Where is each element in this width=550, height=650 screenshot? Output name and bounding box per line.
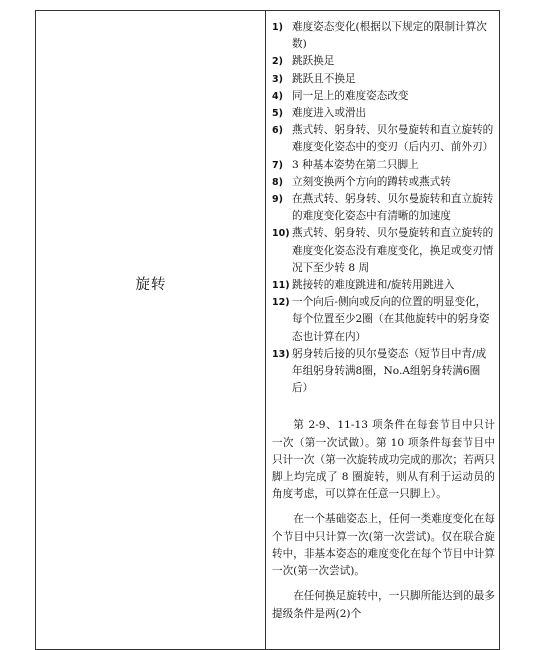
list-item <box>272 157 495 174</box>
item-number: 9) <box>272 194 283 206</box>
item-number: 11) <box>272 280 290 292</box>
criteria-cell <box>267 11 501 649</box>
item-number: 7) <box>272 159 283 171</box>
list-item <box>272 71 495 88</box>
item-text: 在燕式转、躬身转、贝尔曼旋转和直立旋转的难度变化姿态中有清晰的加速度 <box>292 193 494 223</box>
item-text: 同一足上的难度姿态改变 <box>292 89 409 102</box>
item-number: 4) <box>272 90 283 102</box>
item-number: 5) <box>272 108 283 120</box>
item-text: 跳跃换足 <box>292 55 335 68</box>
item-number: 1) <box>272 22 283 33</box>
note-paragraph: 在任何换足旋转中，一只脚所能达到的最多提级条件是两(2)个 <box>272 590 495 620</box>
item-number: 10) <box>272 228 290 240</box>
list-item <box>272 346 495 398</box>
item-text: 3 种基本姿势在第二只脚上 <box>292 158 419 171</box>
item-text: 跳接转的难度跳进和/旋转用跳进入 <box>292 279 455 292</box>
item-number: 8) <box>272 176 283 188</box>
list-item <box>272 88 495 105</box>
item-text: 难度进入或滑出 <box>292 107 367 120</box>
note-paragraph: 在一个基础姿态上，任何一类难度变化在每个节目中只计算一次(第一次尝试)。仅在联合旋转中，非基本姿态的难度变化在每个节目中计算一次(第一次尝试)。 <box>272 513 495 578</box>
item-number: 12) <box>272 297 290 309</box>
note-paragraph: 第 2-9、11-13 项条件在每套节目中只计一次（第一次试做）。第 10 项条件每套节目中只计一次（第一次旋转成功完成的那次；若两只脚上均完成了 8 圈旋转，则从有利于运动员的角度考虑，可以算在任意一只脚上）。 <box>272 419 495 501</box>
item-number: 13) <box>272 348 290 360</box>
list-item <box>272 191 495 225</box>
list-item <box>272 294 495 346</box>
item-number: 2) <box>272 56 283 68</box>
criteria-list <box>272 19 495 397</box>
notes <box>272 417 495 622</box>
item-text: 立刻变换两个方向的蹲转或燕式转 <box>292 175 451 188</box>
item-text: 一个向后-侧向或反向的位置的明显变化，每个位置至少2圈（在其他旋转中的躬身姿态也计算在内） <box>292 296 490 343</box>
item-text: 难度姿态变化(根据以下规定的限制计算次数) <box>292 21 487 51</box>
list-item <box>272 122 495 156</box>
list-item <box>272 174 495 191</box>
rules-table <box>35 10 500 650</box>
list-item <box>272 53 495 70</box>
category-cell <box>36 11 266 649</box>
item-number: 3) <box>272 73 283 85</box>
item-text: 燕式转、躬身转、贝尔曼旋转和直立旋转的难度变化姿态中的变刃（后内刃、前外刃） <box>292 124 494 154</box>
item-text: 跳跃且不换足 <box>292 72 356 85</box>
list-item <box>272 105 495 122</box>
item-text: 燕式转、躬身转、贝尔曼旋转和直立旋转的难度变化姿态没有难度变化，换足或变刃情况下至少转 8 周 <box>292 227 494 274</box>
category-label: 旋转 <box>135 277 167 293</box>
item-text: 躬身转后接的贝尔曼姿态（短节目中青/成年组躬身转满8圈，No.A组躬身转满6圈后） <box>292 347 487 395</box>
list-item <box>272 19 495 53</box>
list-item <box>272 225 495 277</box>
list-item <box>272 277 495 294</box>
item-number: 6) <box>272 125 283 137</box>
